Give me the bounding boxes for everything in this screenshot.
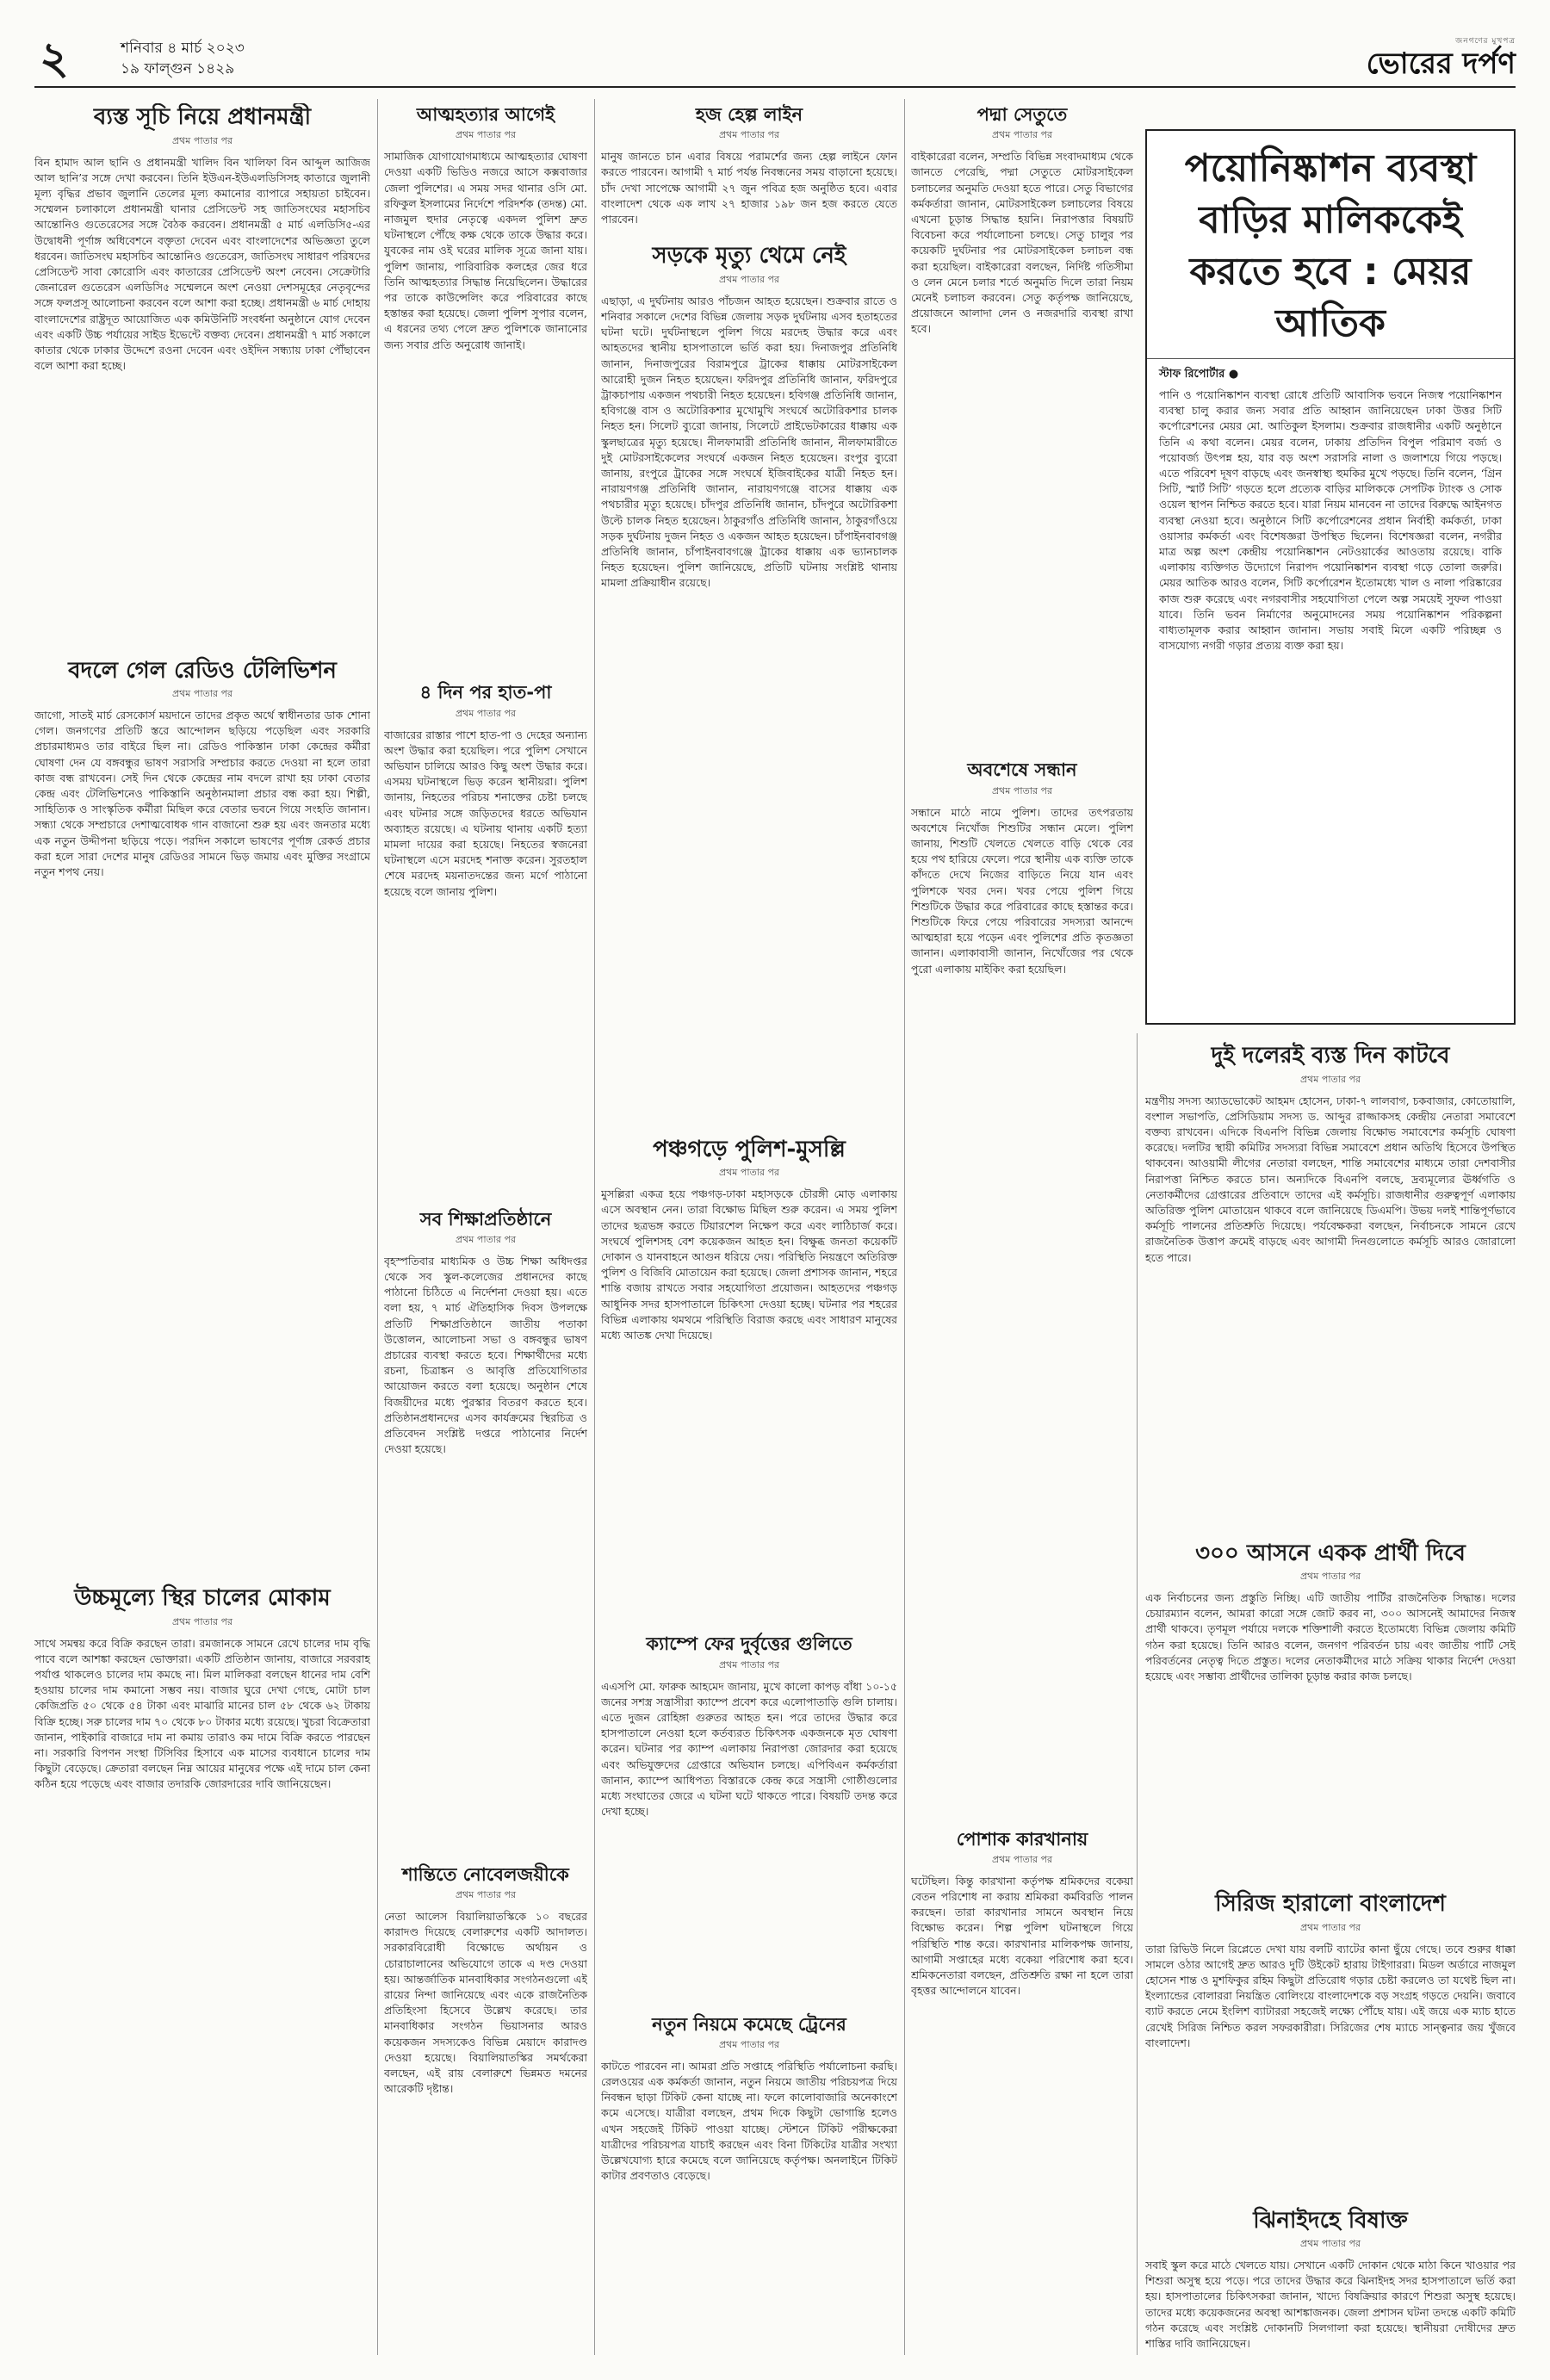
- column-rule: [594, 99, 595, 2355]
- column-1: [34, 103, 370, 2359]
- feature-body: পানি ও পয়োনিষ্কাশন ব্যবস্থা রোধে প্রতিটি আবাসিক ভবনে নিজস্ব পয়োনিষ্কাশন ব্যবস্থা চালু করার জন্য সবার প্রতি আহ্বান জানিয়েছেন ঢাকা উত্তর সিটি কর্পোরেশনের মেয়র মো. আতিকুল ইসলাম। শুক্রবার রাজধানীর একটি অনুষ্ঠানে তিনি এ কথা বলেন। মেয়র বলেন, ঢাকায় প্রতিদিন বিপুল পরিমাণ বর্জ্য ও পয়োবর্জ্য উৎপন্ন হয়, যার বড় অংশ সরাসরি নালা ও জলাশয়ে গিয়ে পড়ছে। এতে পরিবেশ দূষণ বাড়ছে এবং জনস্বাস্থ্য হুমকির মুখে পড়ছে। তিনি বলেন, ‘গ্রিন সিটি, স্মার্ট সিটি’ গড়তে হলে প্রত্যেক বাড়ির মালিককে সেপটিক ট্যাংক ও সোক ওয়েল স্থাপন নিশ্চিত করতে হবে। যারা নিয়ম মানবেন না তাদের বিরুদ্ধে আইনগত ব্যবস্থা নেওয়া হবে। অনুষ্ঠানে সিটি কর্পোরেশনের প্রধান নির্বাহী কর্মকর্তা, ঢাকা ওয়াসার কর্মকর্তা এবং বিশেষজ্ঞরা উপস্থিত ছিলেন। বিশেষজ্ঞরা বলেন, নগরীর মাত্র অল্প অংশ কেন্দ্রীয় পয়োনিষ্কাশন নেটওয়ার্কের আওতায় রয়েছে। বাকি এলাকায় ব্যক্তিগত উদ্যোগে নিরাপদ পয়োনিষ্কাশন ব্যবস্থা গড়ে তোলা জরুরি। মেয়র আতিক আরও বলেন, সিটি কর্পোরেশন ইতোমধ্যে খাল ও নালা পরিষ্কারের কাজ শুরু করেছে এবং নগরবাসীর সহযোগিতা পেলে অল্প সময়েই সুফল পাওয়া যাবে। তিনি ভবন নির্মাণের অনুমোদনের সময় পয়োনিষ্কাশন পরিকল্পনা বাধ্যতামূলক করার আহ্বান জানান। সভায় সবাই মিলে একটি পরিচ্ছন্ন ও বাসযোগ্য নগরী গড়ার প্রত্যয় ব্যক্ত করা হয়।: [1159, 388, 1502, 653]
- headline: সড়কে মৃত্যু থেমে নেই: [652, 243, 846, 270]
- headline: নতুন নিয়মে কমেছে ট্রেনের: [652, 2013, 846, 2035]
- continued-label: প্রথম পাতার পর: [718, 1167, 780, 1179]
- continued-label: প্রথম পাতার পর: [1299, 1073, 1361, 1085]
- story-series-lost: [1145, 1890, 1516, 2191]
- story-hajj: [601, 103, 897, 226]
- headline: বদলে গেল রেডিও টেলিভিশন: [68, 657, 337, 684]
- story-body: মন্ত্রণীয় সদস্য অ্যাডভোকেট আহমদ হোসেন, ঢাকা-৭ লালবাগ, চকবাজার, কোতোয়ালি, বংশাল সভাপতি, প্রেসিডিয়াম সদস্য ড. আব্দুর রাজ্জাকসহ কেন্দ্রীয় নেতারা সমাবেশে বক্তব্য রাখবেন। এদিকে বিএনপি বিভিন্ন জেলায় বিক্ষোভ সমাবেশের কর্মসূচি ঘোষণা করেছে। দলটির স্থায়ী কমিটির সদস্যরা বিভিন্ন সমাবেশে প্রধান অতিথি হিসেবে উপস্থিত থাকবেন। আওয়ামী লীগের নেতারা বলছেন, শান্তি সমাবেশের মাধ্যমে তারা দেশবাসীর নিরাপত্তা নিশ্চিত করতে চান। অন্যদিকে বিএনপি বলছে, দ্রব্যমূল্যের ঊর্ধ্বগতি ও নেতাকর্মীদের গ্রেপ্তারের প্রতিবাদে তাদের এই কর্মসূচি। রাজধানীর গুরুত্বপূর্ণ এলাকায় অতিরিক্ত পুলিশ মোতায়েন থাকবে বলে জানিয়েছে ডিএমপি। উভয় দলই শান্তিপূর্ণভাবে কর্মসূচি পালনের প্রতিশ্রুতি দিয়েছে। পর্যবেক্ষকরা বলছেন, নির্বাচনকে সামনে রেখে রাজনৈতিক উত্তাপ ক্রমেই বাড়ছে এবং আগামী দিনগুলোতে কর্মসূচি আরও জোরালো হতে পারে।: [1145, 1094, 1516, 1264]
- story-padma-bridge: [911, 103, 1133, 743]
- headline: উচ্চমূল্যে স্থির চালের মোকাম: [74, 1585, 331, 1611]
- story-body: সাথে সমন্বয় করে বিক্রি করছেন তারা। রমজানকে সামনে রেখে চালের দাম বৃদ্ধি পাবে বলে আশঙ্কা করছেন ভোক্তারা। একটি প্রতিষ্ঠান জানায়, বাজারে সরবরাহ পর্যাপ্ত থাকলেও চালের দাম কমছে না। মিল মালিকরা বলছেন ধানের দাম বেশি হওয়ায় চালের দাম কমানো সম্ভব নয়। বাজার ঘুরে দেখা গেছে, মোটা চাল কেজিপ্রতি ৫০ থেকে ৫৪ টাকা এবং মাঝারি মানের চাল ৫৮ থেকে ৬২ টাকায় বিক্রি হচ্ছে। সরু চালের দাম ৭০ থেকে ৮০ টাকার মধ্যে রয়েছে। খুচরা বিক্রেতারা জানান, পাইকারি বাজারে দাম না কমায় তারাও কম দামে বিক্রি করতে পারছেন না। সরকারি বিপণন সংস্থা টিসিবির হিসাবে এক মাসের ব্যবধানে চালের দাম কিছুটা বেড়েছে। ক্রেতারা বলছেন নিম্ন আয়ের মানুষের পক্ষে এই দামে চাল কেনা কঠিন হয়ে পড়েছে এবং বাজার তদারকি জোরদারের দাবি জানিয়েছেন।: [34, 1636, 370, 1791]
- story-rice-market: [34, 1584, 370, 2256]
- story-jhenaidah: [1145, 2207, 1516, 2360]
- story-body: এছাড়া, এ দুর্ঘটনায় আরও পাঁচজন আহত হয়েছেন। শুক্রবার রাতে ও শনিবার সকালে দেশের বিভিন্ন জেলায় সড়ক দুর্ঘটনায় এসব হতাহতের ঘটনা ঘটে। দুর্ঘটনাস্থলে পুলিশ গিয়ে মরদেহ উদ্ধার করে এবং আহতদের স্থানীয় হাসপাতালে ভর্তি করা হয়। দিনাজপুর প্রতিনিধি জানান, দিনাজপুরের বিরামপুরে ট্রাকের ধাক্কায় মোটরসাইকেল আরোহী দুজন নিহত হয়েছেন। ফরিদপুর প্রতিনিধি জানান, ফরিদপুরে ট্রাকচাপায় একজন পথচারী নিহত হয়েছেন। হবিগঞ্জ প্রতিনিধি জানান, হবিগঞ্জে বাস ও অটোরিকশার মুখোমুখি সংঘর্ষে অটোরিকশার চালক নিহত হন। সিলেট ব্যুরো জানায়, সিলেটে প্রাইভেটকারের ধাক্কায় এক স্কুলছাত্রের মৃত্যু হয়েছে। নীলফামারী প্রতিনিধি জানান, নীলফামারীতে দুই মোটরসাইকেলের সংঘর্ষে একজন নিহত হয়েছেন। রংপুর ব্যুরো জানায়, রংপুরে ট্রাকের সঙ্গে সংঘর্ষে ইজিবাইকের যাত্রী নিহত হন। নারায়ণগঞ্জ প্রতিনিধি জানান, নারায়ণগঞ্জে বাসের ধাক্কায় এক পথচারীর মৃত্যু হয়েছে। চাঁদপুর প্রতিনিধি জানান, চাঁদপুরে অটোরিকশা উল্টে চালক নিহত হয়েছেন। ঠাকুরগাঁও প্রতিনিধি জানান, ঠাকুরগাঁওয়ে সড়ক দুর্ঘটনায় দুজন নিহত ও একজন আহত হয়েছেন। চাঁপাইনবাবগঞ্জ প্রতিনিধি জানান, চাঁপাইনবাবগঞ্জে ট্রাকের ধাক্কায় এক ভ্যানচালক নিহত হয়েছেন। পুলিশ জানিয়েছে, প্রতিটি ঘটনায় সংশ্লিষ্ট থানায় মামলা প্রক্রিয়াধীন রয়েছে।: [601, 294, 897, 590]
- story-busy-day: [1145, 1042, 1516, 1524]
- feature-box: [1145, 129, 1516, 1025]
- headline: হজ হেল্প লাইন: [695, 104, 803, 125]
- continued-label: প্রথম পাতার পর: [718, 2038, 780, 2050]
- column-rule: [377, 99, 378, 2355]
- feature-byline: স্টাফ রিপোর্টার ●: [1159, 368, 1239, 381]
- story-body: বাজারের রাস্তার পাশে হাত-পা ও দেহের অন্যান্য অংশ উদ্ধার করা হয়েছিল। পরে পুলিশ সেখানে অভিযান চালিয়ে আরও কিছু অংশ উদ্ধার করে। এসময় ঘটনাস্থলে ভিড় করেন স্থানীয়রা। পুলিশ জানায়, নিহতের পরিচয় শনাক্তের চেষ্টা চলছে এবং ঘটনার সঙ্গে জড়িতদের ধরতে অভিযান অব্যাহত রয়েছে। এ ঘটনায় থানায় একটি হত্যা মামলা দায়ের করা হয়েছে। নিহতের স্বজনেরা ঘটনাস্থলে এসে মরদেহ শনাক্ত করেন। সুরতহাল শেষে মরদেহ ময়নাতদন্তের জন্য মর্গে পাঠানো হয়েছে বলে জানায় পুলিশ।: [384, 728, 587, 898]
- column-2: [384, 103, 587, 2359]
- continued-label: প্রথম পাতার পর: [991, 1853, 1053, 1865]
- story-body: জাগো, সাতই মার্চ রেসকোর্স ময়দানে তাদের প্রকৃত অর্থে স্বাধীনতার ডাক শোনা গেল। জনগণের প্রতিটি স্তরে আন্দোলন ছড়িয়ে পড়েছিল এবং সরকারি প্রচারমাধ্যমও তার বাইরে ছিল না। রেডিও পাকিস্তান ঢাকা কেন্দ্রের কর্মীরা ঘোষণা দেন যে বঙ্গবন্ধুর ভাষণ সরাসরি সম্প্রচার করতে দেওয়া না হলে তারা কাজ বন্ধ রাখবেন। সেই দিন থেকে কেন্দ্রের নাম বদলে রাখা হয় ঢাকা বেতার কেন্দ্র এবং টেলিভিশনেও পাকিস্তানি অনুষ্ঠানমালা প্রচার বন্ধ করা হয়। শিল্পী, সাহিত্যিক ও সাংস্কৃতিক কর্মীরা মিছিল করে বেতার ভবনে গিয়ে সংহতি জানান। সন্ধ্যা থেকে সম্প্রচারে দেশাত্মবোধক গান বাজানো শুরু হয় এবং জনতার মধ্যে এক নতুন উদ্দীপনা ছড়িয়ে পড়ে। পরদিন সকালে ভাষণের পূর্ণাঙ্গ রেকর্ড প্রচার করা হলে সারা দেশের মানুষ রেডিওর সামনে ভিড় জমায় এবং মুক্তির সংগ্রামে নতুন শপথ নেয়।: [34, 709, 370, 879]
- story-body: এক নির্বাচনের জন্য প্রস্তুতি নিচ্ছি। এটি জাতীয় পার্টির রাজনৈতিক সিদ্ধান্ত। দলের চেয়ারম্যান বলেন, আমরা কারো সঙ্গে জোট করব না, ৩০০ আসনেই আমাদের নিজস্ব প্রার্থী থাকবে। তৃণমূল পর্যায়ে দলকে শক্তিশালী করতে ইতোমধ্যে বিভিন্ন জেলায় কমিটি গঠন করা হয়েছে। তিনি আরও বলেন, জনগণ পরিবর্তন চায় এবং জাতীয় পার্টি সেই পরিবর্তনের নেতৃত্ব দিতে প্রস্তুত। দলের নেতাকর্মীদের মাঠে সক্রিয় থাকার নির্দেশ দেওয়া হয়েছে এবং সম্ভাব্য প্রার্থীদের তালিকা চূড়ান্ত করার কাজ চলছে।: [1145, 1591, 1516, 1683]
- continued-label: প্রথম পাতার পর: [455, 129, 517, 141]
- masthead: [34, 34, 1516, 88]
- continued-label: প্রথম পাতার পর: [1299, 2238, 1361, 2249]
- story-suicide: [384, 103, 587, 666]
- logo-tagline: জনগণের মুখপত্র: [1455, 37, 1516, 46]
- column-rule: [1137, 1033, 1138, 2355]
- story-three-hundred: [1145, 1540, 1516, 1875]
- continued-label: প্রথম পাতার পর: [718, 1658, 780, 1670]
- headline: ৪ দিন পর হাত-পা: [419, 682, 552, 703]
- headline: ঝিনাইদহে বিষাক্ত: [1253, 2207, 1408, 2234]
- page-number: ২: [40, 32, 69, 84]
- story-pm-busy: [34, 103, 370, 641]
- date-box: [121, 38, 245, 79]
- story-body: বৃহস্পতিবার মাধ্যমিক ও উচ্চ শিক্ষা অধিদপ্তর থেকে সব স্কুল-কলেজের প্রধানদের কাছে পাঠানো চিঠিতে এ নির্দেশনা দেওয়া হয়। এতে বলা হয়, ৭ মার্চ ঐতিহাসিক দিবস উপলক্ষে প্রতিটি শিক্ষাপ্রতিষ্ঠানে জাতীয় পতাকা উত্তোলন, আলোচনা সভা ও বঙ্গবন্ধুর ভাষণ প্রচারের ব্যবস্থা করতে হবে। শিক্ষার্থীদের মধ্যে রচনা, চিত্রাঙ্কন ও আবৃত্তি প্রতিযোগিতার আয়োজন করতে বলা হয়েছে। অনুষ্ঠান শেষে বিজয়ীদের মধ্যে পুরস্কার বিতরণ করতে হবে। প্রতিষ্ঠানপ্রধানদের এসব কার্যক্রমের স্থিরচিত্র ও প্রতিবেদন সংশ্লিষ্ট দপ্তরে পাঠানোর নির্দেশ দেওয়া হয়েছে।: [384, 1254, 587, 1456]
- continued-label: প্রথম পাতার পর: [455, 707, 517, 719]
- story-body: তারা রিভিউ নিলে রিপ্লেতে দেখা যায় বলটি ব্যাটের কানা ছুঁয়ে গেছে। তবে শুরুর ধাক্কা সামলে ওঠার আগেই দ্রুত আরও দুটি উইকেট হারায় টাইগাররা। মিডল অর্ডারে নাজমুল হোসেন শান্ত ও মুশফিকুর রহিম কিছুটা প্রতিরোধ গড়ার চেষ্টা করলেও তা যথেষ্ট ছিল না। ইংল্যান্ডের বোলাররা নিয়ন্ত্রিত বোলিংয়ে বাংলাদেশকে বড় সংগ্রহ গড়তে দেয়নি। জবাবে ব্যাট করতে নেমে ইংলিশ ব্যাটাররা সহজেই লক্ষ্যে পৌঁছে যায়। এই জয়ে এক ম্যাচ হাতে রেখেই সিরিজ নিশ্চিত করল সফরকারীরা। সিরিজের শেষ ম্যাচে সান্ত্বনার জয় খুঁজবে বাংলাদেশ।: [1145, 1942, 1516, 2049]
- story-camp-shooting: [601, 1633, 897, 1997]
- story-body: সামাজিক যোগাযোগমাধ্যমে আত্মহত্যার ঘোষণা দেওয়া একটি ভিডিও নজরে আসে কক্সবাজার জেলা পুলিশের। এ সময় সদর থানার ওসি মো. রফিকুল ইসলামের নির্দেশে পরিদর্শক (তদন্ত) মো. নাজমুল হুদার নেতৃত্বে একদল পুলিশ দ্রুত ঘটনাস্থলে পৌঁছে কক্ষ থেকে তাকে উদ্ধার করে। যুবকের নাম ওই ঘরের মালিক সূত্রে জানা যায়। পুলিশ জানায়, পারিবারিক কলহের জের ধরে তিনি আত্মহত্যার সিদ্ধান্ত নিয়েছিলেন। উদ্ধারের পর তাকে কাউন্সেলিং করে পরিবারের কাছে হস্তান্তর করা হয়েছে। জেলা পুলিশ সুপার বলেন, এ ধরনের তথ্য পেলে দ্রুত পুলিশকে জানানোর জন্য সবার প্রতি অনুরোধ জানাই।: [384, 150, 587, 351]
- headline: পোশাক কারখানায়: [956, 1828, 1088, 1850]
- story-panchagarh: [601, 1136, 897, 1618]
- headline: সিরিজ হারালো বাংলাদেশ: [1215, 1891, 1446, 1917]
- continued-label: প্রথম পাতার পর: [1299, 1921, 1361, 1933]
- headline: শান্তিতে নোবেলজয়ীকে: [402, 1863, 569, 1885]
- logo-name: ভোরের দর্পণ: [1366, 46, 1516, 81]
- headline: পদ্মা সেতুতে: [976, 104, 1068, 125]
- headline: আত্মহত্যার আগেই: [416, 104, 555, 125]
- story-body: বিন হামাদ আল ছানি ও প্রধানমন্ত্রী খালিদ বিন খালিফা বিন আব্দুল আজিজ আল ছানি’র সঙ্গে দেখা করবেন। তিনি ইউএন-ইউএলডিসিসহ কাতারে জুলানী মূল্য বৃদ্ধির প্রভাব জুলানি তেলের মূল্য কমানোর ব্যাপারে সহায়তা চাইবেন। সম্মেলন চলাকালে প্রধানমন্ত্রী ঘানার প্রেসিডেন্ট সহ জাতিসংঘের মহাসচিব আন্তোনিও গুতেরেসের সঙ্গে বৈঠক করবেন। প্রধানমন্ত্রী ৫ মার্চ এলডিসি৫-এর উদ্বোধনী পূর্ণাঙ্গ অধিবেশনে বক্তৃতা দেবেন এবং বাংলাদেশের অভিজ্ঞতা তুলে ধরবেন। জাতিসংঘ মহাসচিব আন্তোনিও গুতেরেস, জাতিসংঘ সাধারণ পরিষদের প্রেসিডেন্ট সাবা কোরোসি এবং কাতারের প্রেসিডেন্ট অংশ নেবেন। সেক্রেটারি জেনারেল গুতেরেস এলডিসি৫ সম্মেলনে অংশ নেওয়া দেশসমূহের নেতৃবৃন্দের সঙ্গে ফলপ্রসূ আলোচনা করবেন বলে আশা করা হচ্ছে। প্রধানমন্ত্রী ৬ মার্চ দোহায় বাংলাদেশের রাষ্ট্রদূত আয়োজিত এক কমিউনিটি সংবর্ধনা অনুষ্ঠানে যোগ দেবেন এবং একটি উচ্চ পর্যায়ের সাইড ইভেন্টে বক্তব্য দেবেন। প্রধানমন্ত্রী ৭ মার্চ সকালে কাতার থেকে ঢাকার উদ্দেশে রওনা দেবেন এবং ওইদিন সন্ধ্যায় ঢাকা পৌঁছাবেন বলে আশা করা হচ্ছে।: [34, 155, 370, 373]
- continued-label: প্রথম পাতার পর: [718, 273, 780, 285]
- headline: ব্যস্ত সূচি নিয়ে প্রধানমন্ত্রী: [93, 104, 312, 130]
- story-body: ঘটেছিল। কিন্তু কারখানা কর্তৃপক্ষ শ্রমিকদের বকেয়া বেতন পরিশোধ না করায় শ্রমিকরা কর্মবিরতি পালন করছেন। তারা কারখানার সামনে অবস্থান নিয়ে বিক্ষোভ করেন। শিল্প পুলিশ ঘটনাস্থলে গিয়ে পরিস্থিতি শান্ত করে। কারখানার মালিকপক্ষ জানায়, আগামী সপ্তাহের মধ্যে বকেয়া পরিশোধ করা হবে। শ্রমিকনেতারা বলছেন, প্রতিশ্রুতি রক্ষা না হলে তারা বৃহত্তর আন্দোলনে যাবেন।: [911, 1874, 1133, 1998]
- story-body: মানুষ জানতে চান এবার বিষয়ে পরামর্শের জন্য হেল্প লাইনে ফোন করতে পারবেন। আগামী ৭ মার্চ পর্যন্ত নিবন্ধনের সময় বাড়ানো হয়েছে। চাঁদ দেখা সাপেক্ষে আগামী ২৭ জুন পবিত্র হজ অনুষ্ঠিত হবে। এবার বাংলাদেশ থেকে এক লাখ ২৭ হাজার ১৯৮ জন হজ করতে যেতে পারবেন।: [601, 150, 897, 226]
- column-3: [601, 103, 897, 2359]
- column-5: [1145, 1042, 1516, 2359]
- continued-label: প্রথম পাতার পর: [171, 134, 233, 146]
- continued-label: প্রথম পাতার পর: [171, 1615, 233, 1627]
- story-all-edu: [384, 1208, 587, 1848]
- headline: ৩০০ আসনে একক প্রার্থী দিবে: [1195, 1540, 1466, 1566]
- continued-label: প্রথম পাতার পর: [171, 688, 233, 699]
- story-nobel: [384, 1863, 587, 2322]
- continued-label: প্রথম পাতার পর: [455, 1889, 517, 1900]
- story-garment-factory: [911, 1828, 1133, 2253]
- column-rule: [904, 99, 905, 2355]
- story-body: কাটতে পারবেন না। আমরা প্রতি সপ্তাহে পরিস্থিতি পর্যালোচনা করছি। রেলওয়ের এক কর্মকর্তা জানান, নতুন নিয়মে জাতীয় পরিচয়পত্র দিয়ে নিবন্ধন ছাড়া টিকিট কেনা যাচ্ছে না। ফলে কালোবাজারি অনেকাংশে কমে এসেছে। যাত্রীরা বলছেন, প্রথম দিকে কিছুটা ভোগান্তি হলেও এখন সহজেই টিকিট পাওয়া যাচ্ছে। স্টেশনে টিকিট পরীক্ষকেরা যাত্রীদের পরিচয়পত্র যাচাই করছেন এবং বিনা টিকিটের যাত্রীর সংখ্যা উল্লেখযোগ্য হারে কমেছে বলে জানিয়েছে কর্তৃপক্ষ। অনলাইনে টিকিট কাটার প্রবণতাও বেড়েছে।: [601, 2059, 897, 2183]
- newspaper-logo: [1343, 34, 1516, 81]
- date-gregorian: শনিবার ৪ মার্চ ২০২৩: [121, 40, 245, 57]
- continued-label: প্রথম পাতার পর: [991, 784, 1053, 796]
- story-finally-found: [911, 759, 1133, 1812]
- story-body: বাইকারেরা বলেন, সম্প্রতি বিভিন্ন সংবাদমাধ্যম থেকে জানতে পেরেছি, পদ্মা সেতুতে মোটরসাইকেল চলাচলের অনুমতি দেওয়া হতে পারে। সেতু বিভাগের কর্মকর্তারা জানান, মোটরসাইকেল চলাচলের বিষয়ে এখনো চূড়ান্ত সিদ্ধান্ত হয়নি। নিরাপত্তার বিষয়টি বিবেচনা করে পর্যালোচনা চলছে। সেতু চালুর পর কয়েকটি দুর্ঘটনার পর মোটরসাইকেল চলাচল বন্ধ করা হয়েছিল। বাইকারেরা বলছেন, নির্দিষ্ট গতিসীমা ও লেন মেনে চলার শর্তে অনুমতি দিলে তারা নিয়ম মেনেই চলাচল করবেন। সেতু কর্তৃপক্ষ জানিয়েছে, প্রয়োজনে আলাদা লেন ও নজরদারি ব্যবস্থা রাখা হবে।: [911, 150, 1133, 336]
- story-body: সবাই স্কুল করে মাঠে খেলতে যায়। সেখানে একটি দোকান থেকে মাঠা কিনে খাওয়ার পর শিশুরা অসুস্থ হয়ে পড়ে। পরে তাদের উদ্ধার করে ঝিনাইদহ সদর হাসপাতালে ভর্তি করা হয়। হাসপাতালের চিকিৎসকরা জানান, খাদ্যে বিষক্রিয়ার কারণে শিশুরা অসুস্থ হয়েছে। তাদের মধ্যে কয়েকজনের অবস্থা আশঙ্কাজনক। জেলা প্রশাসন ঘটনা তদন্তে একটি কমিটি গঠন করেছে এবং সংশ্লিষ্ট দোকানটি সিলগালা করা হয়েছে। স্থানীয়রা দোষীদের দ্রুত শাস্তির দাবি জানিয়েছেন।: [1145, 2259, 1516, 2351]
- feature-headline: পয়োনিষ্কাশন ব্যবস্থা বাড়ির মালিককেই করতে হবে : মেয়র আতিক: [1147, 131, 1514, 359]
- column-4: [911, 103, 1133, 2359]
- headline: ক্যাম্পে ফের দুর্বৃত্তের গুলিতে: [646, 1633, 852, 1655]
- story-train-rules: [601, 2013, 897, 2352]
- continued-label: প্রথম পাতার পর: [718, 129, 780, 141]
- headline: পঞ্চগড়ে পুলিশ-মুসল্লি: [653, 1136, 846, 1162]
- story-road-deaths: [601, 242, 897, 1120]
- continued-label: প্রথম পাতার পর: [455, 1233, 517, 1245]
- story-body: এএসপি মো. ফারুক আহমেদ জানায়, মুখে কালো কাপড় বাঁধা ১০-১৫ জনের সশস্ত্র সন্ত্রাসীরা ক্যাম্পে প্রবেশ করে এলোপাতাড়ি গুলি চালায়। এতে দুজন রোহিঙ্গা গুরুতর আহত হন। পরে তাদের উদ্ধার করে হাসপাতালে নেওয়া হলে কর্তব্যরত চিকিৎসক একজনকে মৃত ঘোষণা করেন। ঘটনার পর ক্যাম্প এলাকায় নিরাপত্তা জোরদার করা হয়েছে এবং অভিযুক্তদের গ্রেপ্তারে অভিযান চলছে। এপিবিএন কর্মকর্তারা জানান, ক্যাম্পে আধিপত্য বিস্তারকে কেন্দ্র করে সন্ত্রাসী গোষ্ঠীগুলোর মধ্যে সংঘাতের জেরে এ ঘটনা ঘটে থাকতে পারে। বিষয়টি তদন্ত করে দেখা হচ্ছে।: [601, 1679, 897, 1819]
- continued-label: প্রথম পাতার পর: [1299, 1571, 1361, 1582]
- headline: দুই দলেরই ব্যস্ত দিন কাটবে: [1211, 1043, 1450, 1069]
- story-radio-tv: [34, 657, 370, 1570]
- headline: সব শিক্ষাপ্রতিষ্ঠানে: [419, 1208, 552, 1230]
- story-body: নেতা আলেস বিয়ালিয়াতস্কিকে ১০ বছরের কারাদণ্ড দিয়েছে বেলারুশের একটি আদালত। সরকারবিরোধী বিক্ষোভে অর্থায়ন ও চোরাচালানের অভিযোগে তাকে এ দণ্ড দেওয়া হয়। আন্তর্জাতিক মানবাধিকার সংগঠনগুলো এই রায়ের নিন্দা জানিয়েছে এবং একে রাজনৈতিক প্রতিহিংসা হিসেবে উল্লেখ করেছে। তার মানবাধিকার সংগঠন ভিয়াসনার আরও কয়েকজন সদস্যকেও বিভিন্ন মেয়াদে কারাদণ্ড দেওয়া হয়েছে। বিয়ালিয়াতস্কির সমর্থকেরা বলছেন, এই রায় বেলারুশে ভিন্নমত দমনের আরেকটি দৃষ্টান্ত।: [384, 1910, 587, 2096]
- date-bengali: ১৯ ফাল্গুন ১৪২৯: [121, 60, 235, 77]
- continued-label: প্রথম পাতার পর: [991, 129, 1053, 141]
- story-body: মুসল্লিরা একত্র হয়ে পঞ্চগড়-ঢাকা মহাসড়কে চৌরঙ্গী মোড় এলাকায় এসে অবস্থান নেন। তারা বিক্ষোভ মিছিল শুরু করেন। এ সময় পুলিশ তাদের ছত্রভঙ্গ করতে টিয়ারশেল নিক্ষেপ করে এবং লাঠিচার্জ করে। সংঘর্ষে পুলিশসহ বেশ কয়েকজন আহত হন। বিক্ষুব্ধ জনতা কয়েকটি দোকান ও যানবাহনে আগুন ধরিয়ে দেয়। পরিস্থিতি নিয়ন্ত্রণে অতিরিক্ত পুলিশ ও বিজিবি মোতায়েন করা হয়েছে। জেলা প্রশাসক জানান, শহরে শান্তি বজায় রাখতে সবার সহযোগিতা প্রয়োজন। আহতদের পঞ্চগড় আধুনিক সদর হাসপাতালে চিকিৎসা দেওয়া হচ্ছে। ঘটনার পর শহরের বিভিন্ন এলাকায় থমথমে পরিস্থিতি বিরাজ করছে এবং সাধারণ মানুষের মধ্যে আতঙ্ক দেখা দিয়েছে।: [601, 1187, 897, 1342]
- headline: অবশেষে সন্ধান: [967, 759, 1077, 781]
- story-body: সন্ধানে মাঠে নামে পুলিশ। তাদের তৎপরতায় অবশেষে নিখোঁজ শিশুটির সন্ধান মেলে। পুলিশ জানায়, শিশুটি খেলতে খেলতে বাড়ি থেকে বের হয়ে পথ হারিয়ে ফেলে। পরে স্থানীয় এক ব্যক্তি তাকে কাঁদতে দেখে নিজের বাড়িতে নিয়ে যান এবং পুলিশকে খবর দেন। খবর পেয়ে পুলিশ গিয়ে শিশুটিকে উদ্ধার করে পরিবারের কাছে হস্তান্তর করে। শিশুটিকে ফিরে পেয়ে পরিবারের সদস্যরা আনন্দে আত্মহারা হয়ে পড়েন এবং পুলিশের প্রতি কৃতজ্ঞতা জানান। এলাকাবাসী জানান, নিখোঁজের পর থেকে পুরো এলাকায় মাইকিং করা হয়েছিল।: [911, 805, 1133, 976]
- story-four-days: [384, 681, 587, 1192]
